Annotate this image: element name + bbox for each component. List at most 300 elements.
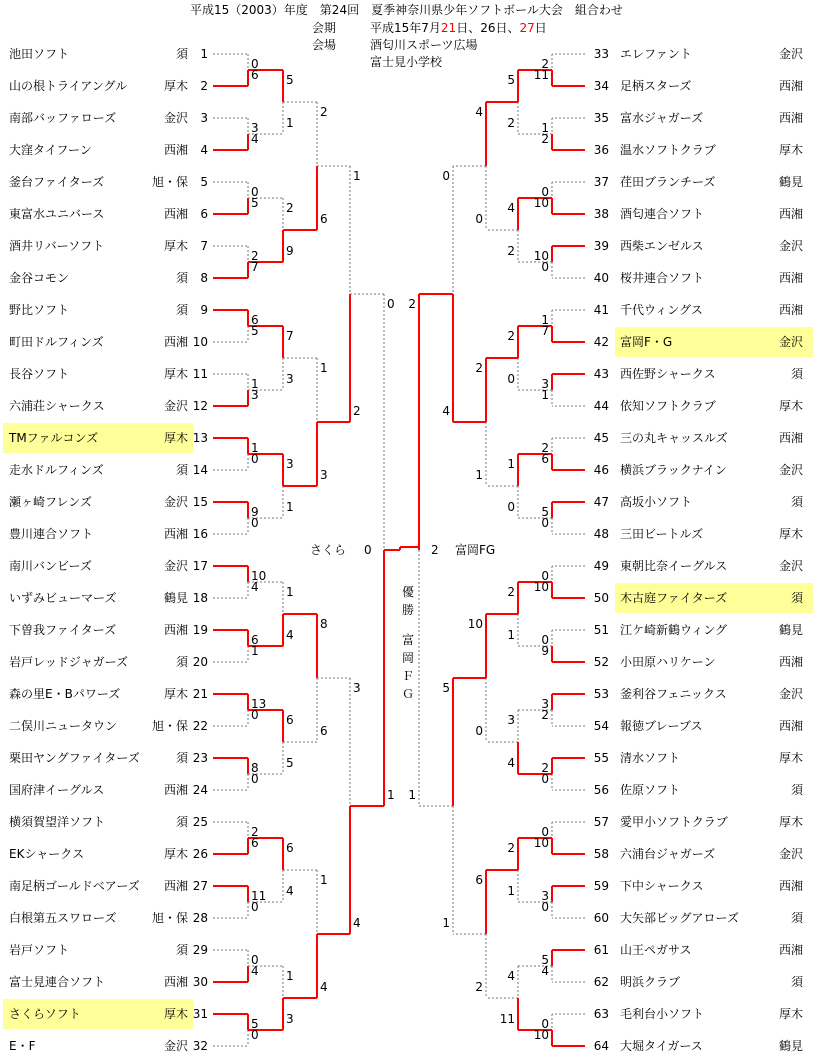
team-number: 15 <box>192 495 208 509</box>
team-name: 足柄スターズ <box>620 79 692 93</box>
team-number: 42 <box>593 335 609 349</box>
match-score: 10 <box>533 836 549 850</box>
team-number: 57 <box>593 815 609 829</box>
match-score: 0 <box>251 708 259 722</box>
match-score: 5 <box>251 324 259 338</box>
team-area: 西湘 <box>778 879 803 893</box>
team-number: 49 <box>593 559 609 573</box>
match-score: 3 <box>541 889 549 903</box>
team-number: 7 <box>200 239 208 253</box>
match-score: 11 <box>533 68 549 82</box>
match-score: 2 <box>353 404 361 418</box>
match-score: 1 <box>541 388 549 402</box>
team-number: 48 <box>593 527 609 541</box>
match-score: 6 <box>251 836 259 850</box>
team-name: 六浦台ジャガーズ <box>620 847 716 861</box>
team-area: 西湘 <box>163 783 188 797</box>
team-number: 9 <box>200 303 208 317</box>
match-score: 1 <box>320 873 328 887</box>
team-area: 旭・保 <box>151 175 188 189</box>
team-number: 44 <box>593 399 609 413</box>
team-name: 瀬ヶ崎フレンズ <box>9 495 92 509</box>
match-score: 2 <box>507 116 515 130</box>
team-area: 厚木 <box>163 239 188 253</box>
team-area: 金沢 <box>163 111 188 125</box>
team-name: 大堀タイガース <box>620 1039 703 1053</box>
match-score: 7 <box>541 324 549 338</box>
match-score: 0 <box>541 900 549 914</box>
team-number: 24 <box>192 783 208 797</box>
match-score: 0 <box>251 1028 259 1042</box>
match-score: 0 <box>541 633 549 647</box>
match-score: 3 <box>251 388 259 402</box>
team-area: 金沢 <box>778 687 803 701</box>
team-name: 野比ソフト <box>9 303 70 317</box>
team-area: 厚木 <box>778 143 803 157</box>
champion-label-char: 優 <box>402 585 415 599</box>
match-score: 0 <box>475 724 483 738</box>
period-dates: 平成15年7月21日、26日、27日 <box>370 21 547 35</box>
match-score: 4 <box>251 580 259 594</box>
team-area: 西湘 <box>778 271 803 285</box>
match-score: 2 <box>507 244 515 258</box>
team-name: 毛利台小ソフト <box>620 1007 705 1021</box>
team-area: 鶴見 <box>778 175 803 189</box>
team-area: 須 <box>175 303 188 317</box>
match-score: 11 <box>499 1012 515 1026</box>
final-left-team: さくら <box>310 543 347 557</box>
champion-label-char: 勝 <box>402 603 415 617</box>
match-score: 3 <box>251 121 259 135</box>
team-area: 西湘 <box>778 207 803 221</box>
champion-label-char: Ｆ <box>402 669 415 683</box>
team-name: エレファント <box>620 47 692 61</box>
team-area: 鶴見 <box>778 623 803 637</box>
match-score: 2 <box>507 585 515 599</box>
match-score: 9 <box>251 505 259 519</box>
match-score: 0 <box>541 772 549 786</box>
final-right-score: 2 <box>431 543 439 557</box>
team-area: 西湘 <box>163 975 188 989</box>
team-number: 11 <box>192 367 208 381</box>
tournament-title: 平成15（2003）年度 第24回 夏季神奈川県少年ソフトボール大会 組合わせ <box>190 3 623 17</box>
team-number: 34 <box>593 79 609 93</box>
match-score: 2 <box>507 329 515 343</box>
team-number: 6 <box>200 207 208 221</box>
team-name: 栗田ヤングファイターズ <box>9 751 140 765</box>
match-score: 4 <box>353 916 361 930</box>
team-name: 南部バッファローズ <box>9 111 117 125</box>
team-name: 明浜クラブ <box>620 975 681 989</box>
team-name: EKシャークス <box>9 847 85 861</box>
team-area: 須 <box>175 47 188 61</box>
match-score: 1 <box>475 468 483 482</box>
team-name: 富水ジャガーズ <box>620 111 704 125</box>
team-area: 厚木 <box>778 399 803 413</box>
match-score: 2 <box>541 57 549 71</box>
match-score: 2 <box>251 825 259 839</box>
team-number: 63 <box>593 1007 609 1021</box>
team-area: 厚木 <box>163 431 188 445</box>
team-name: 富岡F・G <box>620 335 673 349</box>
match-score: 3 <box>286 372 294 386</box>
match-score: 8 <box>320 617 328 631</box>
team-name: 町田ドルフィンズ <box>9 335 104 349</box>
team-name: 横須賀望洋ソフト <box>9 815 106 829</box>
match-score: 1 <box>408 788 416 802</box>
match-score: 5 <box>251 1017 259 1031</box>
match-score: 3 <box>286 457 294 471</box>
match-score: 3 <box>541 377 549 391</box>
team-area: 旭・保 <box>151 719 188 733</box>
team-area: 金沢 <box>778 239 803 253</box>
match-score: 1 <box>251 644 259 658</box>
team-number: 37 <box>593 175 609 189</box>
match-score: 1 <box>541 121 549 135</box>
match-score: 1 <box>286 500 294 514</box>
team-number: 18 <box>192 591 208 605</box>
team-number: 25 <box>192 815 208 829</box>
team-area: 金沢 <box>163 495 188 509</box>
venue-2: 富士見小学校 <box>370 55 443 69</box>
team-name: 森の里E・Bパワーズ <box>9 687 121 701</box>
match-score: 6 <box>251 313 259 327</box>
team-number: 33 <box>593 47 609 61</box>
match-score: 0 <box>251 772 259 786</box>
match-score: 5 <box>286 756 294 770</box>
team-number: 30 <box>192 975 208 989</box>
match-score: 6 <box>286 841 294 855</box>
team-area: 金沢 <box>163 559 188 573</box>
match-score: 1 <box>507 884 515 898</box>
team-number: 35 <box>593 111 609 125</box>
match-score: 0 <box>541 1017 549 1031</box>
team-area: 厚木 <box>163 687 188 701</box>
team-name: 愛甲小ソフトクラブ <box>620 815 728 829</box>
team-name: 山の根トライアングル <box>9 79 128 93</box>
team-name: 荏田ブランチーズ <box>620 175 716 189</box>
team-area: 厚木 <box>163 847 188 861</box>
match-score: 5 <box>541 953 549 967</box>
match-score: 0 <box>541 516 549 530</box>
team-number: 36 <box>593 143 609 157</box>
match-score: 0 <box>541 260 549 274</box>
team-number: 56 <box>593 783 609 797</box>
team-area: 須 <box>175 271 188 285</box>
team-area: 須 <box>790 911 803 925</box>
team-name: 三の丸キャッスルズ <box>620 431 728 445</box>
team-name: TMファルコンズ <box>9 431 99 445</box>
match-score: 0 <box>387 297 395 311</box>
match-score: 6 <box>251 633 259 647</box>
team-number: 54 <box>593 719 609 733</box>
venue-label: 会場 <box>312 38 337 52</box>
match-score: 1 <box>507 628 515 642</box>
team-area: 須 <box>790 367 803 381</box>
team-area: 金沢 <box>163 399 188 413</box>
match-score: 5 <box>541 505 549 519</box>
period-label: 会期 <box>312 21 337 35</box>
match-score: 2 <box>541 132 549 146</box>
team-number: 5 <box>200 175 208 189</box>
team-name: 江ケ崎新鶴ウィング <box>620 623 728 637</box>
match-score: 3 <box>353 681 361 695</box>
match-score: 2 <box>251 249 259 263</box>
match-score: 0 <box>541 825 549 839</box>
team-area: 西湘 <box>778 431 803 445</box>
match-score: 2 <box>541 441 549 455</box>
team-area: 西湘 <box>163 527 188 541</box>
match-score: 5 <box>507 73 515 87</box>
champion-label-char: Ｇ <box>402 687 415 701</box>
team-name: E・F <box>9 1039 36 1053</box>
team-name: 山王ペガサス <box>620 943 692 957</box>
champion-label-char: 富 <box>402 633 415 647</box>
team-area: 金沢 <box>163 1039 188 1053</box>
team-area: 西湘 <box>163 143 188 157</box>
team-name: 西佐野シャークス <box>620 367 716 381</box>
team-name: 大矢部ビッグアローズ <box>620 911 739 925</box>
team-area: 西湘 <box>778 719 803 733</box>
match-score: 3 <box>320 468 328 482</box>
match-score: 0 <box>475 212 483 226</box>
team-name: 釜台ファイターズ <box>9 175 105 189</box>
team-number: 41 <box>593 303 609 317</box>
team-name: 桜井連合ソフト <box>620 271 705 285</box>
team-area: 須 <box>790 591 803 605</box>
match-score: 0 <box>251 516 259 530</box>
match-score: 2 <box>541 708 549 722</box>
team-name: 横浜ブラックナイン <box>620 463 727 477</box>
match-score: 2 <box>507 841 515 855</box>
team-area: 須 <box>175 463 188 477</box>
final-left-score: 0 <box>364 543 372 557</box>
team-area: 西湘 <box>163 207 188 221</box>
match-score: 4 <box>320 980 328 994</box>
match-score: 4 <box>286 884 294 898</box>
team-number: 21 <box>192 687 208 701</box>
team-name: 南川バンビーズ <box>9 559 92 573</box>
team-number: 10 <box>192 335 208 349</box>
team-name: 東朝比奈イーグルス <box>620 559 728 573</box>
match-score: 10 <box>533 249 549 263</box>
match-score: 1 <box>541 313 549 327</box>
team-area: 西湘 <box>163 879 188 893</box>
team-name: 大窪タイフーン <box>9 143 92 157</box>
team-name: 下曽我ファイターズ <box>9 623 117 637</box>
match-score: 1 <box>251 377 259 391</box>
team-number: 39 <box>593 239 609 253</box>
team-area: 西湘 <box>778 655 803 669</box>
team-area: 西湘 <box>778 303 803 317</box>
team-name: 富士見連合ソフト <box>9 975 106 989</box>
team-number: 27 <box>192 879 208 893</box>
team-number: 2 <box>200 79 208 93</box>
match-score: 10 <box>533 1028 549 1042</box>
match-score: 10 <box>533 580 549 594</box>
match-score: 6 <box>541 452 549 466</box>
team-area: 須 <box>175 655 188 669</box>
match-score: 2 <box>475 361 483 375</box>
team-number: 4 <box>200 143 208 157</box>
team-area: 西湘 <box>778 111 803 125</box>
team-area: 須 <box>790 783 803 797</box>
team-area: 西湘 <box>163 335 188 349</box>
match-score: 5 <box>251 196 259 210</box>
team-area: 厚木 <box>778 1007 803 1021</box>
team-area: 須 <box>175 751 188 765</box>
team-name: 木古庭ファイターズ <box>620 591 728 605</box>
match-score: 5 <box>286 73 294 87</box>
team-number: 28 <box>192 911 208 925</box>
match-score: 1 <box>353 169 361 183</box>
team-name: 清水ソフト <box>620 751 681 765</box>
match-score: 2 <box>408 297 416 311</box>
final-right-team: 富岡FG <box>455 543 496 557</box>
team-number: 52 <box>593 655 609 669</box>
team-area: 須 <box>175 943 188 957</box>
team-name: いずみビューマーズ <box>9 591 117 605</box>
match-score: 4 <box>251 132 259 146</box>
match-score: 0 <box>541 569 549 583</box>
team-name: 豊川連合ソフト <box>9 527 94 541</box>
team-name: さくらソフト <box>9 1007 81 1021</box>
team-area: 厚木 <box>778 527 803 541</box>
match-score: 7 <box>286 329 294 343</box>
team-name: 東富水ユニバース <box>9 207 105 221</box>
team-number: 26 <box>192 847 208 861</box>
team-number: 13 <box>192 431 208 445</box>
match-score: 0 <box>442 169 450 183</box>
match-score: 6 <box>251 68 259 82</box>
match-score: 6 <box>320 212 328 226</box>
team-area: 金沢 <box>778 463 803 477</box>
team-number: 31 <box>192 1007 208 1021</box>
match-score: 3 <box>541 697 549 711</box>
team-name: 依知ソフトクラブ <box>620 399 716 413</box>
team-area: 西湘 <box>778 943 803 957</box>
team-number: 12 <box>192 399 208 413</box>
match-score: 2 <box>286 201 294 215</box>
team-number: 53 <box>593 687 609 701</box>
team-area: 金沢 <box>778 847 803 861</box>
match-score: 0 <box>251 452 259 466</box>
match-score: 0 <box>251 185 259 199</box>
team-name: 三田ビートルズ <box>620 527 704 541</box>
team-name: 走水ドルフィンズ <box>9 463 104 477</box>
team-number: 61 <box>593 943 609 957</box>
team-name: 西柴エンゼルス <box>620 239 704 253</box>
team-name: 釜利谷フェニックス <box>620 687 727 701</box>
team-area: 金沢 <box>778 47 803 61</box>
match-score: 4 <box>541 964 549 978</box>
team-name: 国府津イーグルス <box>9 783 105 797</box>
match-score: 0 <box>251 953 259 967</box>
team-area: 金沢 <box>778 559 803 573</box>
team-number: 64 <box>593 1039 609 1053</box>
match-score: 6 <box>475 873 483 887</box>
team-name: 岩戸レッドジャガーズ <box>9 655 129 669</box>
team-name: 岩戸ソフト <box>9 943 70 957</box>
match-score: 4 <box>507 756 515 770</box>
match-score: 3 <box>286 1012 294 1026</box>
match-score: 13 <box>251 697 267 711</box>
match-score: 4 <box>251 964 259 978</box>
team-number: 3 <box>200 111 208 125</box>
champion-label-char: 岡 <box>402 651 415 665</box>
match-score: 9 <box>541 644 549 658</box>
team-number: 51 <box>593 623 609 637</box>
team-area: 厚木 <box>778 815 803 829</box>
team-area: 須 <box>790 495 803 509</box>
match-score: 9 <box>286 244 294 258</box>
team-name: 佐原ソフト <box>620 783 681 797</box>
team-area: 厚木 <box>163 1007 188 1021</box>
team-number: 50 <box>593 591 609 605</box>
team-number: 23 <box>192 751 208 765</box>
match-score: 0 <box>507 500 515 514</box>
team-name: 池田ソフト <box>9 47 70 61</box>
team-number: 47 <box>593 495 609 509</box>
match-score: 0 <box>507 372 515 386</box>
team-name: 酒井リバーソフト <box>9 239 105 253</box>
team-number: 8 <box>200 271 208 285</box>
team-number: 1 <box>200 47 208 61</box>
match-score: 2 <box>320 105 328 119</box>
team-name: 金谷コモン <box>9 271 70 285</box>
venue-1: 酒匂川スポーツ広場 <box>370 38 478 52</box>
match-score: 10 <box>533 196 549 210</box>
match-score: 0 <box>251 900 259 914</box>
match-score: 1 <box>286 585 294 599</box>
match-score: 4 <box>442 404 450 418</box>
match-score: 3 <box>507 713 515 727</box>
team-name: 高坂小ソフト <box>620 495 693 509</box>
team-number: 43 <box>593 367 609 381</box>
match-score: 4 <box>475 105 483 119</box>
match-score: 2 <box>475 980 483 994</box>
team-number: 14 <box>192 463 208 477</box>
team-number: 40 <box>593 271 609 285</box>
match-score: 5 <box>442 681 450 695</box>
team-number: 55 <box>593 751 609 765</box>
team-name: 千代ウィングス <box>620 303 703 317</box>
team-number: 16 <box>192 527 208 541</box>
match-score: 8 <box>251 761 259 775</box>
team-number: 46 <box>593 463 609 477</box>
team-area: 厚木 <box>163 79 188 93</box>
team-number: 60 <box>593 911 609 925</box>
team-area: 西湘 <box>163 623 188 637</box>
match-score: 11 <box>251 889 267 903</box>
team-area: 鶴見 <box>778 1039 803 1053</box>
team-name: 南足柄ゴールドベアーズ <box>9 879 140 893</box>
team-number: 29 <box>192 943 208 957</box>
team-number: 22 <box>192 719 208 733</box>
team-name: 六浦荘シャークス <box>9 399 105 413</box>
team-number: 38 <box>593 207 609 221</box>
match-score: 1 <box>507 457 515 471</box>
match-score: 1 <box>286 969 294 983</box>
match-score: 1 <box>442 916 450 930</box>
match-score: 6 <box>286 713 294 727</box>
match-score: 4 <box>286 628 294 642</box>
team-name: 報徳ブレーブス <box>620 719 703 733</box>
match-score: 1 <box>251 441 259 455</box>
team-area: 旭・保 <box>151 911 188 925</box>
team-name: 下中シャークス <box>620 879 704 893</box>
match-score: 1 <box>387 788 395 802</box>
